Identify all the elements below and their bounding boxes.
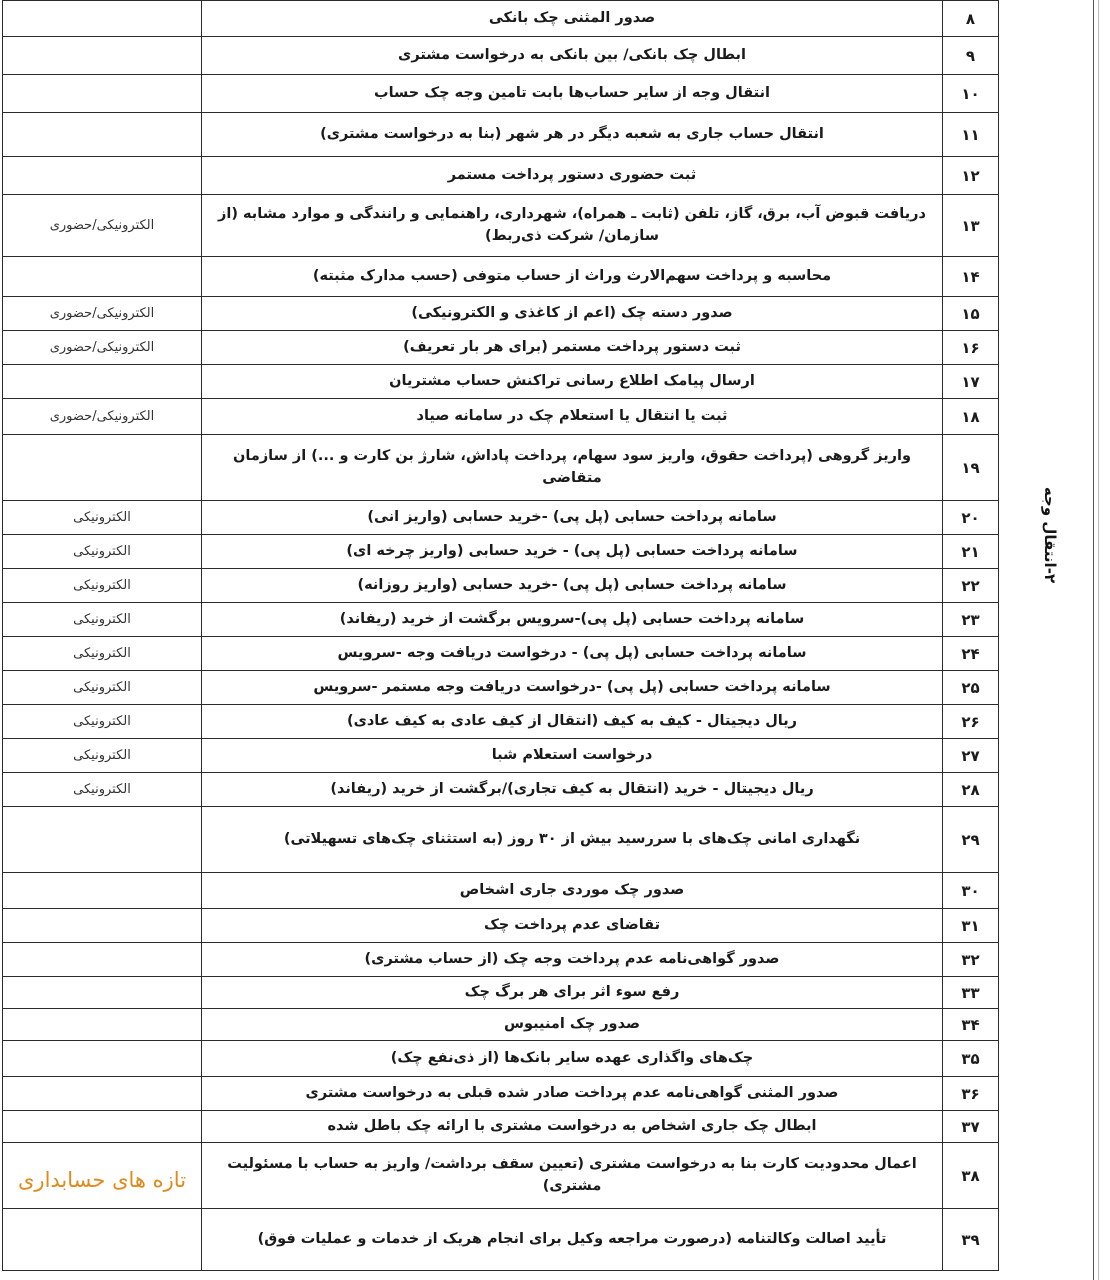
service-description: تأیید اصالت وکالتنامه (درصورت مراجعه وکیل برای انجام هریک از خدمات و عملیات فوق) (202, 1209, 943, 1271)
service-description: سامانه پرداخت حسابی (پل پی) -خرید حسابی (واریز انی) (202, 501, 943, 535)
service-description: ریال دیجیتال - خرید (انتقال به کیف تجاری)/برگشت از خرید (ریفاند) (202, 773, 943, 807)
row-number: ۱۵ (943, 297, 999, 331)
service-channel (3, 1041, 202, 1077)
row-number: ۲۷ (943, 739, 999, 773)
table-row (3, 113, 999, 157)
row-number: ۱۰ (943, 75, 999, 113)
service-channel (3, 1077, 202, 1111)
row-number: ۱۹ (943, 435, 999, 501)
service-channel: الکترونیکی/حضوری (3, 297, 202, 331)
service-channel: الکترونیکی (3, 773, 202, 807)
service-channel (3, 113, 202, 157)
service-description: ابطال چک جاری اشخاص به درخواست مشتری با ارائه چک باطل شده (202, 1111, 943, 1143)
row-number: ۳۷ (943, 1111, 999, 1143)
service-description: سامانه پرداخت حسابی (پل پی) - درخواست دریافت وجه -سرویس (202, 637, 943, 671)
table-row (3, 603, 999, 637)
row-number: ۱۲ (943, 157, 999, 195)
table-row (3, 739, 999, 773)
service-channel (3, 807, 202, 873)
service-description: ابطال چک بانکی/ بین بانکی به درخواست مشتری (202, 37, 943, 75)
service-channel (3, 1009, 202, 1041)
row-number: ۱۴ (943, 257, 999, 297)
table-row (3, 257, 999, 297)
service-description: سامانه پرداخت حسابی (پل پی) -درخواست دریافت وجه مستمر -سرویس (202, 671, 943, 705)
table-row (3, 297, 999, 331)
row-number: ۱۷ (943, 365, 999, 399)
service-description: سامانه پرداخت حسابی (پل پی)-سرویس برگشت از خرید (ریفاند) (202, 603, 943, 637)
row-number: ۳۵ (943, 1041, 999, 1077)
table-row (3, 1111, 999, 1143)
table-row (3, 569, 999, 603)
row-number: ۳۳ (943, 977, 999, 1009)
service-description: ثبت حضوری دستور پرداخت مستمر (202, 157, 943, 195)
service-description: سامانه پرداخت حسابی (پل پی) - خرید حسابی (واریز چرخه ای) (202, 535, 943, 569)
service-description: ثبت دستور پرداخت مستمر (برای هر بار تعریف) (202, 331, 943, 365)
service-description: صدور گواهی‌نامه عدم پرداخت وجه چک (از حساب مشتری) (202, 943, 943, 977)
service-channel (3, 873, 202, 909)
row-number: ۳۹ (943, 1209, 999, 1271)
service-channel (3, 435, 202, 501)
service-channel (3, 909, 202, 943)
service-channel: الکترونیکی (3, 705, 202, 739)
service-channel (3, 1111, 202, 1143)
service-channel (3, 977, 202, 1009)
table-row (3, 807, 999, 873)
service-description: صدور المثنی گواهی‌نامه عدم پرداخت صادر شده قبلی به درخواست مشتری (202, 1077, 943, 1111)
table-row (3, 1009, 999, 1041)
row-number: ۲۵ (943, 671, 999, 705)
table-row (3, 637, 999, 671)
service-channel: الکترونیکی/حضوری (3, 399, 202, 435)
service-description: صدور چک امنیبوس (202, 1009, 943, 1041)
service-description: واریز گروهی (پرداخت حقوق، واریز سود سهام، پرداخت پاداش، شارژ بن کارت و ...) از سازمان متقاضی (202, 435, 943, 501)
service-channel: الکترونیکی (3, 603, 202, 637)
row-number: ۲۱ (943, 535, 999, 569)
service-description: صدور چک موردی جاری اشخاص (202, 873, 943, 909)
service-description: چک‌های واگذاری عهده سایر بانک‌ها (از ذی‌نفع چک) (202, 1041, 943, 1077)
service-channel: الکترونیکی (3, 739, 202, 773)
service-channel (3, 157, 202, 195)
service-channel (3, 37, 202, 75)
table-row (3, 365, 999, 399)
row-number: ۲۰ (943, 501, 999, 535)
page-frame-line (1093, 0, 1094, 1280)
table-row (3, 1041, 999, 1077)
table-row (3, 909, 999, 943)
row-number: ۲۸ (943, 773, 999, 807)
row-number: ۱۶ (943, 331, 999, 365)
service-channel (3, 943, 202, 977)
service-channel: الکترونیکی (3, 569, 202, 603)
service-channel: الکترونیکی/حضوری (3, 195, 202, 257)
table-row (3, 705, 999, 739)
row-number: ۳۰ (943, 873, 999, 909)
row-number: ۱۳ (943, 195, 999, 257)
table-row (3, 435, 999, 501)
row-number: ۳۴ (943, 1009, 999, 1041)
service-channel: الکترونیکی/حضوری (3, 331, 202, 365)
row-number: ۱۸ (943, 399, 999, 435)
section-heading (1030, 470, 1070, 600)
row-number: ۲۶ (943, 705, 999, 739)
table-row (3, 671, 999, 705)
service-description: انتقال حساب جاری به شعبه دیگر در هر شهر (بنا به درخواست مشتری) (202, 113, 943, 157)
row-number: ۲۴ (943, 637, 999, 671)
section-heading-label: ۲-انتقال وجه (1041, 486, 1059, 584)
service-channel (3, 257, 202, 297)
service-description: تقاضای عدم پرداخت چک (202, 909, 943, 943)
table-row (3, 977, 999, 1009)
row-number: ۱۱ (943, 113, 999, 157)
service-channel (3, 75, 202, 113)
service-description: سامانه پرداخت حسابی (پل پی) -خرید حسابی (واریز روزانه) (202, 569, 943, 603)
service-channel: الکترونیکی (3, 637, 202, 671)
table-row (3, 157, 999, 195)
service-channel (3, 1209, 202, 1271)
table-row (3, 873, 999, 909)
service-description: انتقال وجه از سایر حساب‌ها بابت تامین وجه چک حساب (202, 75, 943, 113)
table-row (3, 399, 999, 435)
service-description: ریال دیجیتال - کیف به کیف (انتقال از کیف عادی به کیف عادی) (202, 705, 943, 739)
row-number: ۲۹ (943, 807, 999, 873)
row-number: ۳۶ (943, 1077, 999, 1111)
service-channel (3, 1, 202, 37)
table-row (3, 501, 999, 535)
service-description: درخواست استعلام شبا (202, 739, 943, 773)
row-number: ۸ (943, 1, 999, 37)
service-description: صدور دسته چک (اعم از کاغذی و الکترونیکی) (202, 297, 943, 331)
row-number: ۳۲ (943, 943, 999, 977)
service-channel: الکترونیکی (3, 535, 202, 569)
service-description: ثبت یا انتقال یا استعلام چک در سامانه صیاد (202, 399, 943, 435)
table-row (3, 37, 999, 75)
row-number: ۲۳ (943, 603, 999, 637)
row-number: ۹ (943, 37, 999, 75)
service-channel: الکترونیکی (3, 671, 202, 705)
table-row (3, 195, 999, 257)
service-channel (3, 365, 202, 399)
table-row (3, 331, 999, 365)
service-description: رفع سوء اثر برای هر برگ چک (202, 977, 943, 1009)
service-channel: الکترونیکی (3, 501, 202, 535)
service-description: اعمال محدودیت کارت بنا به درخواست مشتری (تعیین سقف برداشت/ واریز به حساب با مسئولیت مشتری) (202, 1143, 943, 1209)
row-number: ۳۸ (943, 1143, 999, 1209)
table-row (3, 75, 999, 113)
service-description: محاسبه و پرداخت سهم‌الارث وراث از حساب متوفی (حسب مدارک مثبته) (202, 257, 943, 297)
row-number: ۲۲ (943, 569, 999, 603)
service-description: ارسال پیامک اطلاع رسانی تراکنش حساب مشتریان (202, 365, 943, 399)
watermark: تازه های حسابداری (18, 1168, 187, 1192)
services-table (2, 0, 999, 1271)
service-description: دریافت قبوض آب، برق، گاز، تلفن (ثابت ـ همراه)، شهرداری، راهنمایی و رانندگی و موارد مشابه (از سازمان/ شرکت ذی‌ربط) (202, 195, 943, 257)
table-row (3, 943, 999, 977)
row-number: ۳۱ (943, 909, 999, 943)
page-frame-line (1098, 0, 1099, 1280)
table-row (3, 1, 999, 37)
service-description: نگهداری امانی چک‌های با سررسید بیش از ۳۰ روز (به استثنای چک‌های تسهیلاتی) (202, 807, 943, 873)
table-row (3, 1077, 999, 1111)
table-row (3, 773, 999, 807)
table-row (3, 535, 999, 569)
service-description: صدور المثنی چک بانکی (202, 1, 943, 37)
services-table-body (3, 1, 999, 1271)
table-row (3, 1209, 999, 1271)
